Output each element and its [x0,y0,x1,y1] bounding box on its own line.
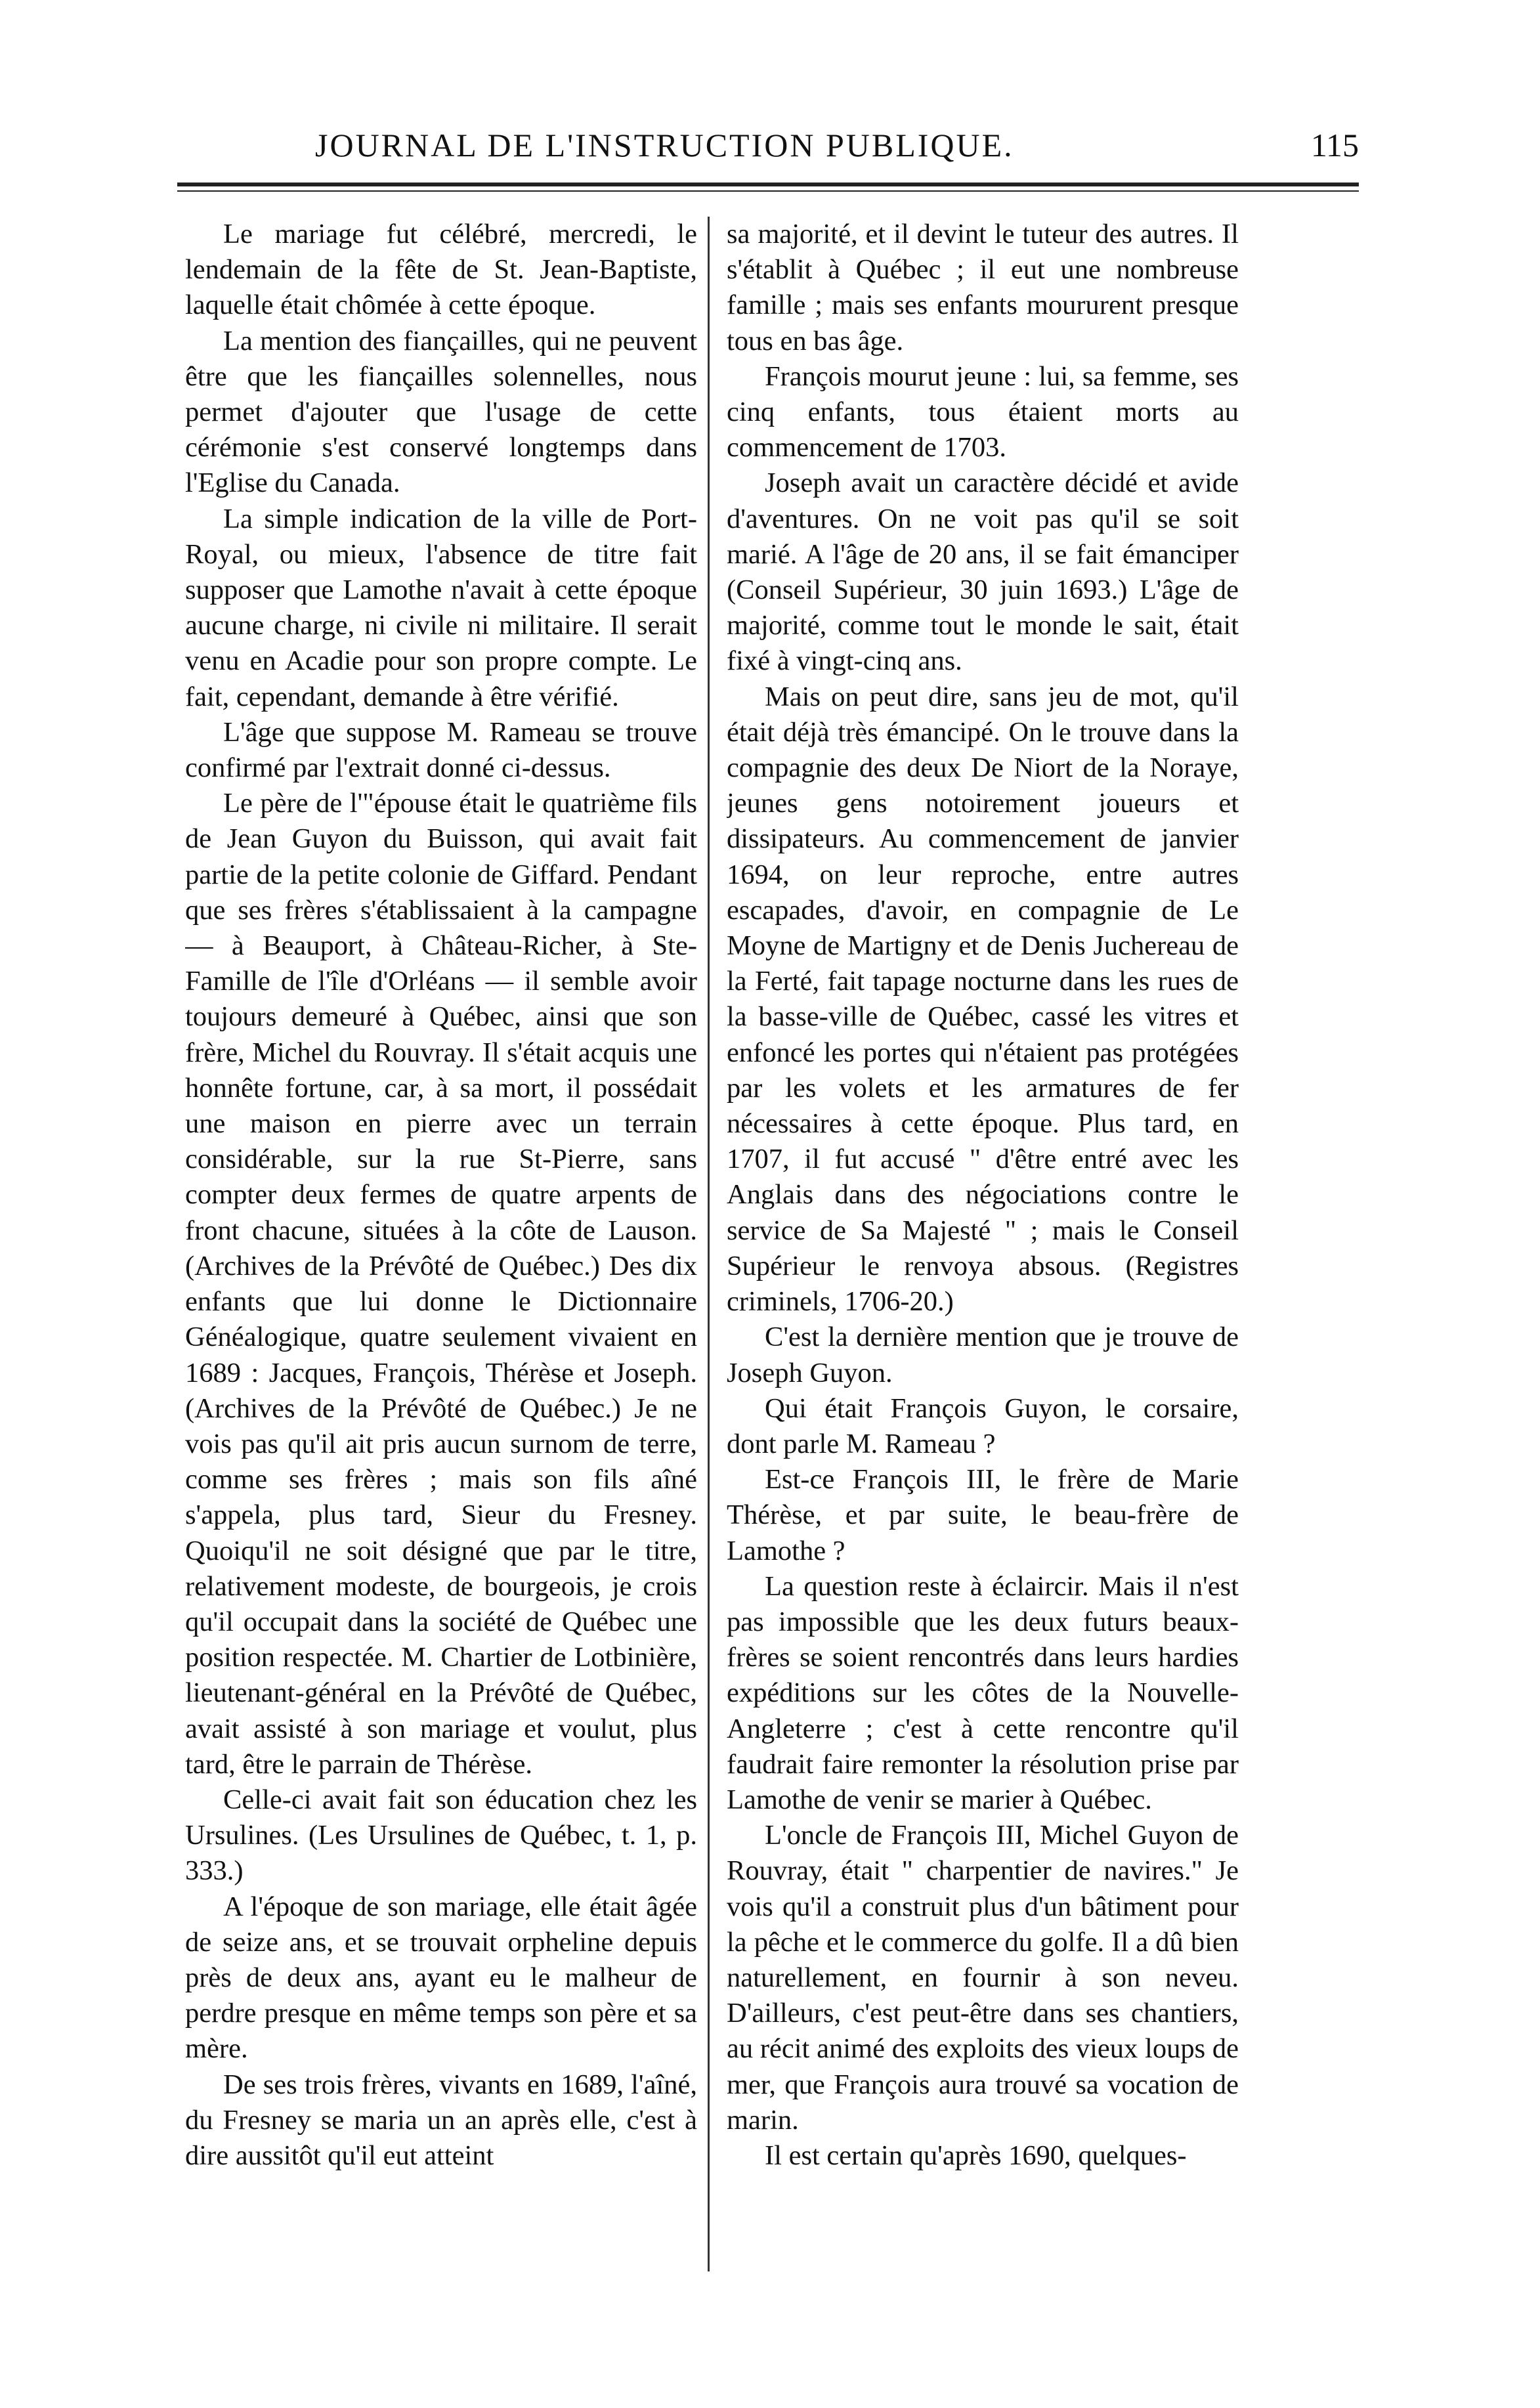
left-column [185,217,697,2291]
header-rule-thin [177,190,1359,192]
paragraph: François mourut jeune : lui, sa femme, ses cinq enfants, tous étaient morts au commencement de 1703. [727,360,1239,463]
paragraph: Le mariage fut célébré, mercredi, le lendemain de la fête de St. Jean-Baptiste, laquelle était chômée à cette époque. [185,219,697,321]
paragraph: L'âge que suppose M. Rameau se trouve confirmé par l'extrait donné ci-dessus. [185,716,697,784]
paragraph: Qui était François Guyon, le corsaire, dont parle M. Rameau ? [727,1392,1239,1459]
paragraph: C'est la dernière mention que je trouve de Joseph Guyon. [727,1322,1239,1388]
paragraph: L'oncle de François III, Michel Guyon de Rouvray, était " charpentier de navires." Je vois qu'il a construit plus d'un bâtiment pour la pêche et le commerce du golfe. Il a dû bien naturellement, en fournir à son neveu. D'ailleurs, c'est peut-être dans ses chantiers, au récit animé des exploits des vieux loups de mer, que François aura trouvé sa vocation de marin. [727,1820,1239,2136]
paragraph: La simple indication de la ville de Port-Royal, ou mieux, l'absence de titre fait supposer que Lamothe n'avait à cette époque aucune charge, ni civile ni militaire. Il serait venu en Acadie pour son propre compte. Le fait, cependant, demande à être vérifié. [185,503,697,712]
paragraph: Celle-ci avait fait son éducation chez les Ursulines. (Les Ursulines de Québec, t. 1, p. 333.) [185,1784,697,1887]
paragraph: Joseph avait un caractère décidé et avide d'aventures. On ne voit pas qu'il se soit marié. A l'âge de 20 ans, il se fait émanciper (Conseil Supérieur, 30 juin 1693.) L'âge de majorité, comme tout le monde le sait, était fixé à vingt-cinq ans. [727,467,1239,677]
paragraph: La question reste à éclaircir. Mais il n'est pas impossible que les deux futurs beaux-frères se soient rencontrés dans leurs hardies expéditions sur les côtes de la Nouvelle-Angleterre ; c'est à cette rencontre qu'il faudrait faire remonter la résolution prise par Lamothe de venir se marier à Québec. [727,1570,1239,1815]
page-number: 115 [1310,127,1359,163]
header-rule-thick [177,183,1359,186]
paragraph: sa majorité, et il devint le tuteur des autres. Il s'établit à Québec ; il eut une nombreuse famille ; mais ses enfants moururent presque tous en bas âge. [727,219,1239,356]
paragraph: Est-ce François III, le frère de Marie Thérèse, et par suite, le beau-frère de Lamothe ? [727,1464,1239,1566]
paragraph: A l'époque de son mariage, elle était âgée de seize ans, et se trouvait orpheline depuis près de deux ans, ayant eu le malheur de perdre presque en même temps son père et sa mère. [185,1891,697,2065]
running-title: JOURNAL DE L'INSTRUCTION PUBLIQUE. [315,127,1014,163]
paragraph: La mention des fiançailles, qui ne peuvent être que les fiançailles solennelles, nous permet d'ajouter que l'usage de cette cérémonie s'est conservé longtemps dans l'Eglise du Canada. [185,325,697,499]
page-header [177,126,1359,172]
right-column [727,217,1239,2291]
paragraph: Le père de l'"épouse était le quatrième fils de Jean Guyon du Buisson, qui avait fait partie de la petite colonie de Giffard. Pendant que ses frères s'établissaient à la campagne — à Beauport, à Château-Richer, à Ste-Famille de l'île d'Orléans — il semble avoir toujours demeuré à Québec, ainsi que son frère, Michel du Rouvray. Il s'était acquis une honnête fortune, car, à sa mort, il possédait une maison en pierre avec un terrain considérable, sur la rue St-Pierre, sans compter deux fermes de quatre arpents de front chacune, situées à la côte de Lauson. (Archives de la Prévôté de Québec.) Des dix enfants que lui donne le Dictionnaire Généalogique, quatre seulement vivaient en 1689 : Jacques, François, Thérèse et Joseph. (Archives de la Prévôté de Québec.) Je ne vois pas qu'il ait pris aucun surnom de terre, comme ses frères ; mais son fils aîné s'appela, plus tard, Sieur du Fresney. Quoiqu'il ne soit désigné que par le titre, relativement modeste, de bourgeois, je crois qu'il occupait dans la société de Québec une position respectée. M. Chartier de Lotbinière, lieutenant-général en la Prévôté de Québec, avait assisté à son mariage et voulut, plus tard, être le parrain de Thérèse. [185,788,697,1780]
paragraph: Mais on peut dire, sans jeu de mot, qu'il était déjà très émancipé. On le trouve dans la compagnie des deux De Niort de la Noraye, jeunes gens notoirement joueurs et dissipateurs. Au commencement de janvier 1694, on leur reproche, entre autres escapades, d'avoir, en compagnie de Le Moyne de Martigny et de Denis Juchereau de la Ferté, fait tapage nocturne dans les rues de la basse-ville de Québec, cassé les vitres et enfoncé les portes qui n'étaient pas protégées par les volets et les armatures de fer nécessaires à cette époque. Plus tard, en 1707, il fut accusé " d'être entré avec les Anglais dans des négociations contre le service de Sa Majesté " ; mais le Conseil Supérieur le renvoya absous. (Registres criminels, 1706-20.) [727,681,1239,1318]
paragraph: Il est certain qu'après 1690, quelques- [765,2139,1187,2171]
column-divider [708,217,710,2271]
paragraph: De ses trois frères, vivants en 1689, l'aîné, du Fresney se maria un an après elle, c'est à dire aussitôt qu'il eut atteint [185,2069,697,2171]
